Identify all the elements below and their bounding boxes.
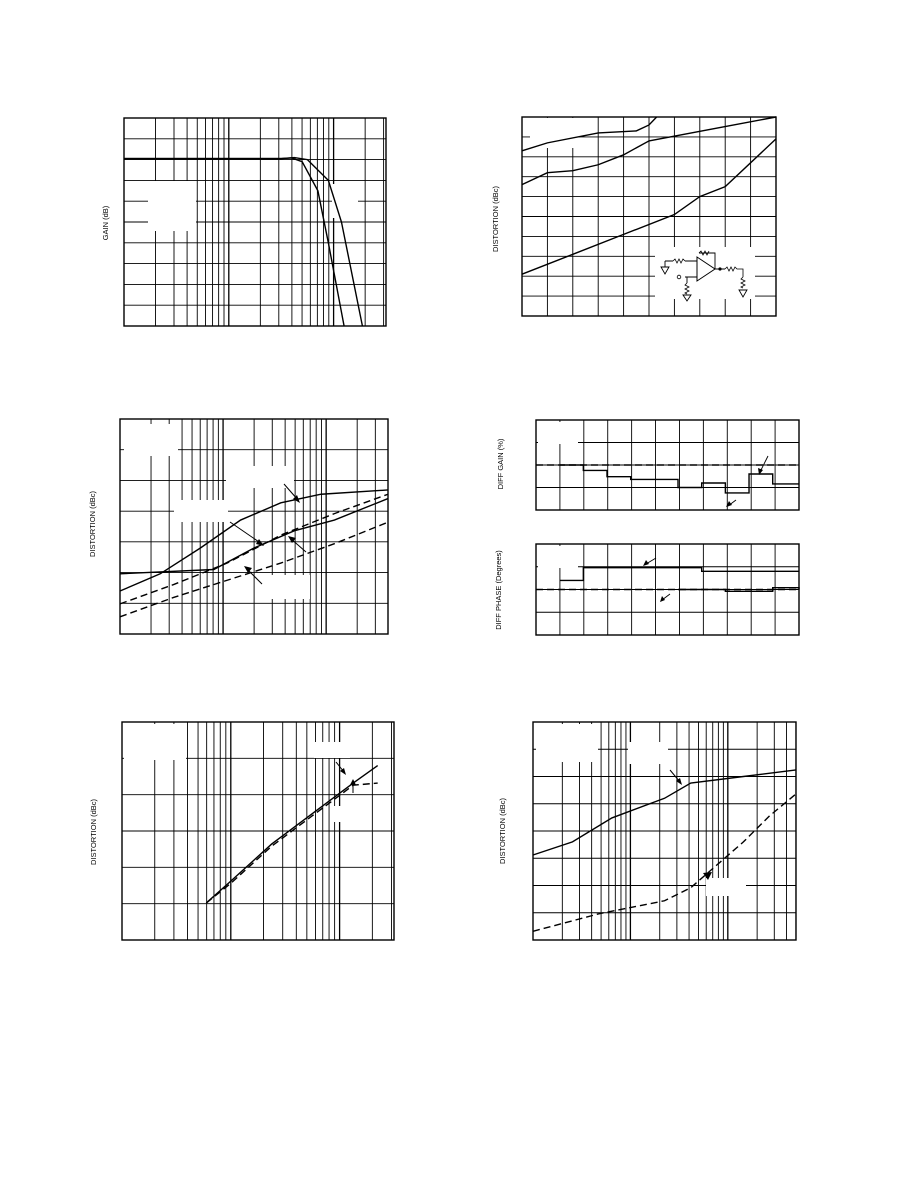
schematic-inset [655, 247, 755, 301]
chart-distortion-top-right [491, 117, 776, 316]
callout-arrowhead [340, 768, 346, 775]
label-area [174, 500, 228, 522]
y-axis-label: DISTORTION (dBc) [88, 491, 97, 557]
y-axis-label: DISTORTION (dBc) [89, 799, 98, 865]
callout-arrowhead [256, 539, 264, 546]
y-axis-label: DISTORTION (dBc) [498, 798, 507, 864]
label-area [536, 724, 598, 762]
label-area [124, 724, 186, 760]
label-area [538, 422, 578, 444]
y-axis-label: DIFF GAIN (%) [496, 438, 505, 490]
chart-distortion-middle-left [88, 419, 388, 634]
callout-arrowhead [660, 596, 665, 602]
plot-area [122, 722, 394, 940]
chart-gain-vs-frequency [101, 118, 386, 326]
y-axis-label: DIFF PHASE (Degrees) [494, 550, 503, 630]
series-line-2 [533, 794, 796, 931]
label-area [332, 184, 358, 218]
label-area [530, 118, 578, 148]
series-line-1 [206, 766, 377, 903]
chart-diff-gain [496, 420, 799, 510]
plot-area [120, 419, 388, 634]
callout-arrow [230, 522, 262, 544]
plot-area [533, 722, 796, 940]
plot-area [536, 544, 799, 635]
series-line-1 [533, 770, 796, 855]
label-area [706, 878, 746, 896]
series-line-2 [206, 783, 377, 903]
label-area [538, 546, 578, 568]
label-area [226, 466, 294, 488]
label-area [330, 806, 370, 822]
y-axis-label: DISTORTION (dBc) [491, 186, 500, 252]
label-area [124, 424, 178, 456]
chart-distortion-bottom-left [89, 722, 394, 940]
chart-distortion-bottom-right [498, 722, 796, 940]
label-area [258, 575, 310, 599]
plot-area [536, 420, 799, 510]
chart-diff-phase [494, 544, 799, 635]
plot-area [124, 118, 386, 326]
label-area [314, 742, 350, 758]
y-axis-label: GAIN (dB) [101, 205, 110, 241]
label-area [148, 181, 196, 231]
callout-arrowhead [643, 560, 649, 566]
label-area [628, 742, 668, 764]
